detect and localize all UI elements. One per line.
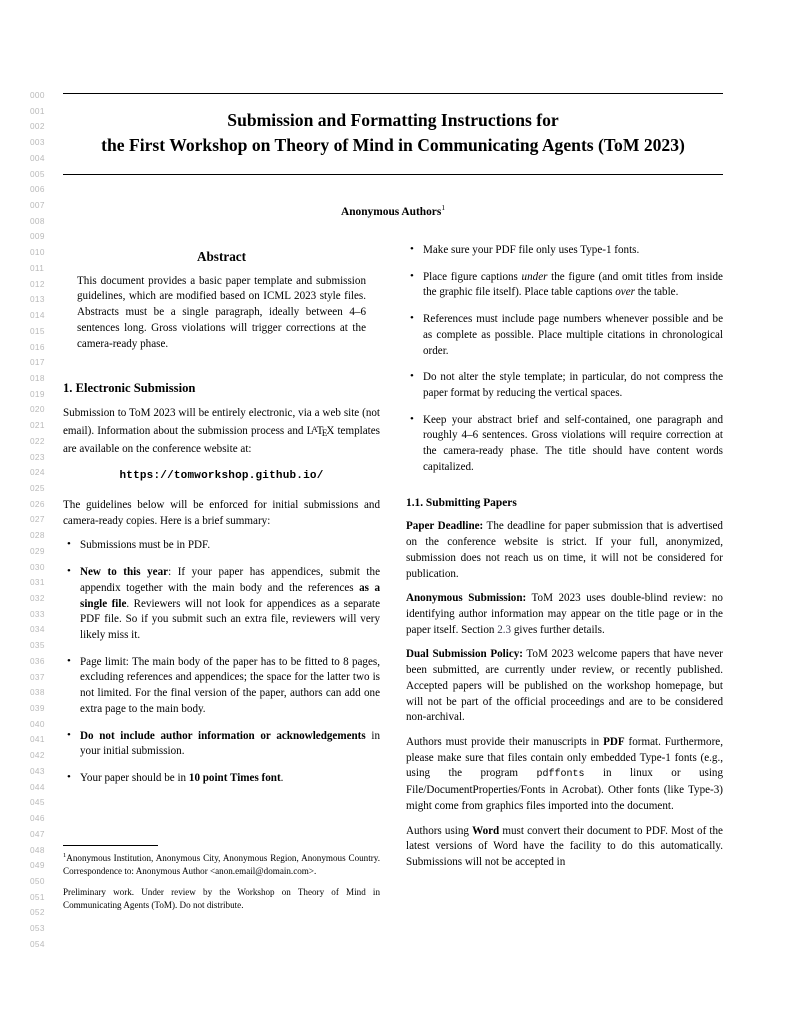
left-bullet-3-run-0: Do not include author information or acknowledgements xyxy=(80,729,366,742)
right-para-0-run-1: The deadline for paper submission that is advertised on the conference website is strict. If your full, anonymized, submission does not reach us on time, it will not be considered for publication. xyxy=(406,520,723,580)
right-paragraph xyxy=(406,824,723,871)
footnote-affiliation-text: Anonymous Institution, Anonymous City, Anonymous Region, Anonymous Country. Correspondence to: Anonymous Author <anon.email@domain.com>. xyxy=(63,853,380,876)
abstract-heading: Abstract xyxy=(196,249,247,264)
right-bullet-1-run-1: under xyxy=(521,270,548,283)
right-bullet-1-run-3: over xyxy=(615,286,635,299)
line-number: 021 xyxy=(30,420,45,431)
submission-url[interactable]: https://tomworkshop.github.io/ xyxy=(119,470,324,483)
line-number: 043 xyxy=(30,765,45,776)
list-item xyxy=(406,370,723,401)
line-number: 035 xyxy=(30,640,45,651)
left-bullet-list xyxy=(63,538,380,786)
line-number: 040 xyxy=(30,718,45,729)
right-bullet-1-run-2: the figure (and omit titles from inside the graphic file itself). Place table captions xyxy=(423,270,723,299)
right-bullet-list xyxy=(406,243,723,476)
right-para-3-run-0: Authors must provide their manuscripts in xyxy=(406,735,604,748)
left-bullet-0-run-0: Submissions must be in PDF. xyxy=(80,539,211,552)
right-para-2-run-0: Dual Submission Policy: xyxy=(406,648,523,661)
right-bullet-3-run-0: Do not alter the style template; in particular, do not compress the paper format by reducing the vertical spaces. xyxy=(423,371,723,400)
title-line-1: Submission and Formatting Instructions for xyxy=(227,110,559,130)
line-number: 031 xyxy=(30,577,45,588)
latex-logo: LATEX xyxy=(306,423,335,438)
footnote-block xyxy=(63,845,380,920)
right-para-3-run-3: pdffonts xyxy=(536,769,585,781)
right-para-4-run-0: Authors using xyxy=(406,824,473,837)
line-number: 017 xyxy=(30,357,45,368)
right-bullet-0-run-0: Make sure your PDF file only uses Type-1 fonts. xyxy=(423,244,640,256)
line-number: 019 xyxy=(30,388,45,399)
line-number: 051 xyxy=(30,891,45,902)
author-line xyxy=(63,203,723,218)
right-para-4-run-2: must convert their document to PDF. Most of the latest versions of Word have the facility to do this automatically. Submissions will not be accepted in xyxy=(406,824,723,868)
left-bullet-1-run-1: : If your paper has appendices, submit the appendix together with the main body and the references xyxy=(80,566,380,594)
line-number: 022 xyxy=(30,435,45,446)
line-number: 029 xyxy=(30,545,45,556)
line-number: 009 xyxy=(30,231,45,242)
author-footnote-marker: 1 xyxy=(441,203,446,212)
section1-para1-part-b: templates are available on the conference website at: xyxy=(63,424,380,455)
list-item xyxy=(406,413,723,476)
line-number: 001 xyxy=(30,105,45,116)
right-paragraph xyxy=(406,519,723,582)
line-number: 044 xyxy=(30,781,45,792)
line-number: 016 xyxy=(30,341,45,352)
section1-paragraph-2: The guidelines below will be enforced for initial submissions and camera-ready copies. Here is a brief summary: xyxy=(63,499,380,527)
line-number: 008 xyxy=(30,215,45,226)
line-number: 028 xyxy=(30,530,45,541)
line-number: 005 xyxy=(30,168,45,179)
line-number: 027 xyxy=(30,514,45,525)
line-number: 024 xyxy=(30,467,45,478)
section1-paragraph-1 xyxy=(63,406,380,457)
title-rule-top xyxy=(63,93,723,94)
list-item xyxy=(63,565,380,644)
right-para-3-run-4: in linux or using File/DocumentProperties/Fonts in Acrobat). Other fonts (like Type-3) might come from graphics files imported into the document. xyxy=(406,767,723,812)
line-number: 013 xyxy=(30,294,45,305)
abstract-body: This document provides a basic paper template and submission guidelines, which are modified based on ICML 2023 style files. Abstracts must be a single paragraph, ideally between 4–6 sentences long. Gross violations will trigger corrections at the camera-ready phase. xyxy=(77,274,366,350)
right-para-1-run-2[interactable]: 2.3 xyxy=(497,623,512,636)
line-number: 011 xyxy=(30,262,45,273)
right-bullet-2-run-0: References must include page numbers whenever possible and be as complete as possible. Place multiple citations in chronological order. xyxy=(423,313,723,357)
line-number: 049 xyxy=(30,860,45,871)
line-number: 050 xyxy=(30,875,45,886)
line-number: 023 xyxy=(30,451,45,462)
right-para-3-run-1: PDF xyxy=(603,735,625,748)
right-paragraph-group xyxy=(406,519,723,870)
line-number: 014 xyxy=(30,310,45,321)
line-number: 007 xyxy=(30,200,45,211)
footnote-separator xyxy=(63,845,158,846)
line-number: 037 xyxy=(30,671,45,682)
line-number: 012 xyxy=(30,278,45,289)
left-bullet-4-run-0: Your paper should be in xyxy=(80,772,189,785)
footnote-marker: 1 xyxy=(63,852,67,859)
left-bullet-3-run-1: in your initial submission. xyxy=(80,729,380,758)
list-item xyxy=(406,312,723,359)
left-bullet-1-run-2: as a single file xyxy=(80,581,380,610)
right-para-4-run-1: Word xyxy=(472,824,500,837)
line-number: 032 xyxy=(30,593,45,603)
title-rule-bottom xyxy=(63,174,723,175)
section1-para1-part-a: Submission to ToM 2023 will be entirely electronic, via a web site (not email). Information about the submission process and xyxy=(63,407,380,437)
line-number: 046 xyxy=(30,813,45,824)
left-column xyxy=(63,243,380,798)
line-number: 006 xyxy=(30,184,45,195)
footnote-affiliation xyxy=(63,850,380,877)
line-number: 026 xyxy=(30,498,45,509)
left-bullet-2-run-0: Page limit: The main body of the paper has to be fitted to 8 pages, excluding references and appendices; the space for the latter two is not limited. For the final version of the paper, authors can add one extra page to the main body. xyxy=(80,655,380,715)
line-number: 036 xyxy=(30,655,45,666)
right-bullet-4-run-0: Keep your abstract brief and self-contained, one paragraph and roughly 4–6 sentences. Gross violations will require correction at the camera-ready phase. The title should have content words capitalized. xyxy=(423,413,723,473)
line-number: 033 xyxy=(30,608,45,619)
line-number: 000 xyxy=(30,90,45,100)
list-item xyxy=(406,270,723,301)
line-number: 038 xyxy=(30,687,45,698)
line-number: 003 xyxy=(30,137,45,148)
right-column xyxy=(406,243,723,880)
right-paragraph xyxy=(406,735,723,815)
line-number: 002 xyxy=(30,121,45,132)
line-number: 039 xyxy=(30,703,45,714)
right-paragraph xyxy=(406,647,723,726)
line-number: 020 xyxy=(30,404,45,415)
line-number: 041 xyxy=(30,734,45,745)
line-number: 018 xyxy=(30,372,45,383)
right-bullet-1-run-4: the table. xyxy=(634,286,679,299)
right-para-3-run-2: format. Furthermore, please make sure that files contain only embedded Type-1 fonts (e.g., using the program xyxy=(406,735,723,780)
right-paragraph xyxy=(406,591,723,638)
author-names: Anonymous Authors xyxy=(340,205,442,218)
footnote-preliminary: Preliminary work. Under review by the Workshop on Theory of Mind in Communicating Agents (ToM). Do not distribute. xyxy=(63,887,380,910)
list-item xyxy=(63,771,380,787)
right-para-0-run-0: Paper Deadline: xyxy=(406,520,484,533)
section-heading-1: 1. Electronic Submission xyxy=(63,381,196,396)
right-bullet-1-run-0: Place figure captions xyxy=(423,270,522,283)
line-number-gutter xyxy=(30,88,60,953)
subsection-heading-1-1: 1.1. Submitting Papers xyxy=(406,496,517,509)
list-item xyxy=(406,243,723,259)
left-bullet-1-run-0: New to this year xyxy=(80,566,169,579)
list-item xyxy=(63,729,380,760)
line-number: 004 xyxy=(30,152,45,163)
list-item xyxy=(63,655,380,718)
right-para-2-run-1: ToM 2023 welcome papers that have never been submitted, are currently under review, or recently published. Accepted papers will be published on the workshop homepage, but will not be part of the official proceedings and are to be considered non-archival. xyxy=(406,648,724,724)
line-number: 045 xyxy=(30,797,45,808)
line-number: 042 xyxy=(30,750,45,761)
line-number: 054 xyxy=(30,938,45,949)
left-bullet-1-run-3: . Reviewers will not look for appendices as a separate PDF file. So if you submit such an extra file, reviewers will very likely miss it. xyxy=(80,597,380,642)
line-number: 052 xyxy=(30,907,45,918)
line-number: 025 xyxy=(30,482,45,493)
right-para-1-run-3: gives further details. xyxy=(511,623,605,636)
page-title xyxy=(63,108,723,158)
right-para-1-run-0: Anonymous Submission: xyxy=(406,592,527,605)
line-number: 010 xyxy=(30,247,45,258)
right-para-1-run-1: ToM 2023 uses double-blind review: no identifying author information may appear on the title page or in the paper itself. Section xyxy=(406,592,723,636)
line-number: 030 xyxy=(30,561,45,572)
left-bullet-4-run-1: 10 point Times font xyxy=(188,772,281,785)
line-number: 047 xyxy=(30,828,45,839)
line-number: 053 xyxy=(30,923,45,934)
title-line-2: the First Workshop on Theory of Mind in Communicating Agents (ToM 2023) xyxy=(101,135,685,155)
list-item xyxy=(63,538,380,554)
line-number: 034 xyxy=(30,624,45,635)
line-number: 015 xyxy=(30,325,45,336)
left-bullet-4-run-2: . xyxy=(280,772,284,785)
line-number: 048 xyxy=(30,844,45,855)
